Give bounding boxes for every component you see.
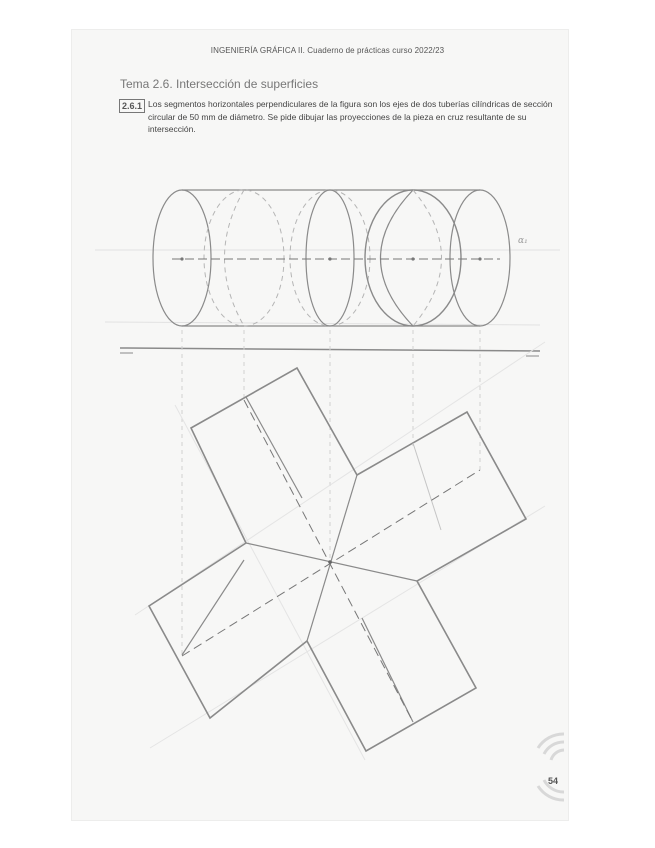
axis-point [328, 257, 331, 260]
axis-point [411, 257, 414, 260]
axis-point [478, 257, 481, 260]
axis-point [180, 257, 183, 260]
topic-title: Tema 2.6. Intersección de superficies [120, 77, 319, 91]
hidden-intersection-curve [413, 190, 442, 326]
arm-generatrix [413, 443, 441, 530]
axes-crossing-point [328, 560, 332, 564]
logo-arc [544, 742, 564, 754]
exercise-statement: Los segmentos horizontales perpendiculares de la figura son los ejes de dos tuberías cilíndricas de sección circular de 50 mm de diámetro. Se pide dibujar las proyecciones de la pieza en cruz resultante de su intersección. [148, 99, 553, 134]
hidden-intersection-curve [225, 190, 245, 326]
construction-line [135, 342, 545, 615]
logo-arc [551, 750, 564, 760]
intersection-curve [381, 190, 414, 326]
projection-lines [182, 330, 480, 655]
arm-generatrix [246, 397, 302, 498]
page-number: 54 [548, 776, 559, 786]
publisher-logo [528, 722, 568, 802]
plan-view [135, 342, 545, 760]
elevation-view [95, 190, 560, 326]
arm-generatrix [182, 560, 244, 655]
exercise-number: 2.6.1 [119, 99, 145, 113]
arm-generatrix [362, 618, 413, 722]
plane-annotation: α₁ [518, 236, 528, 246]
hidden-intersection-curve [204, 190, 284, 326]
running-head: INGENIERÍA GRÁFICA II. Cuaderno de prácticas curso 2022/23 [210, 46, 445, 55]
